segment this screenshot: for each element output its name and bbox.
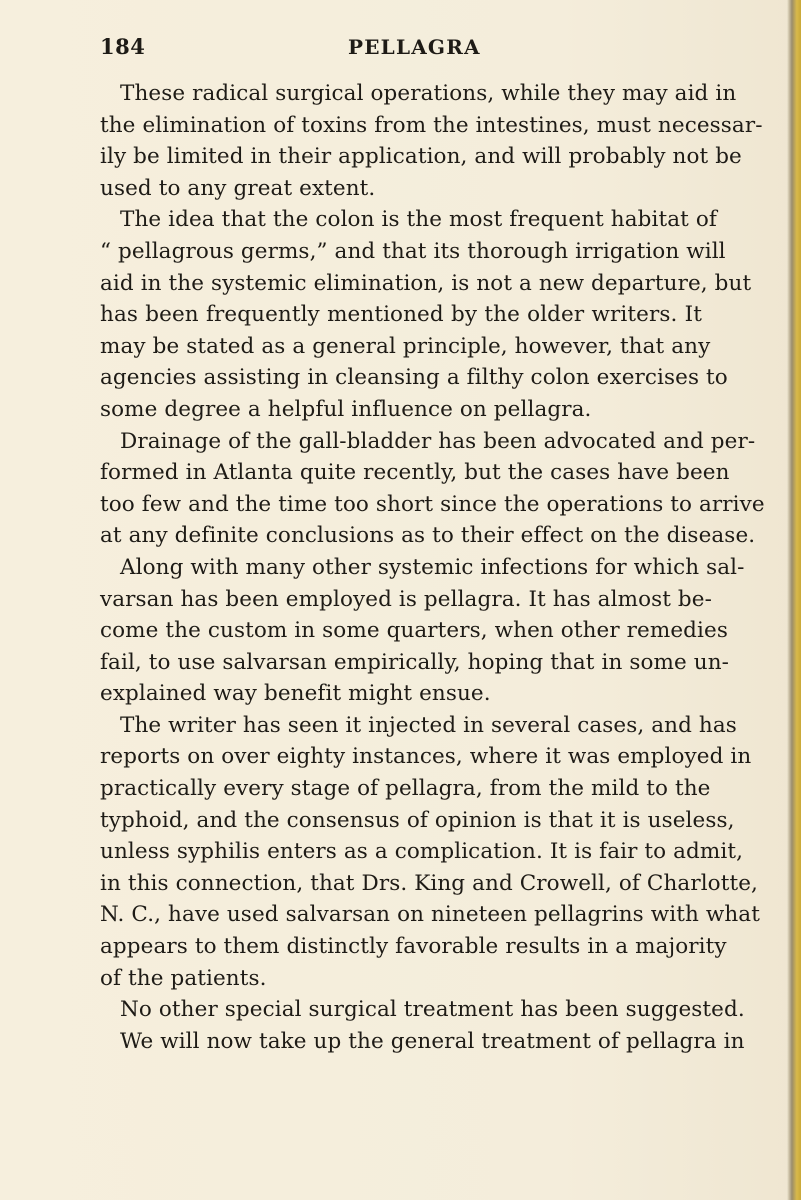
text-line: reports on over eighty instances, where it was employed in [100,744,752,770]
text-line: some degree a helpful influence on pellagra. [100,396,592,422]
text-line: at any definite conclusions as to their effect on the disease. [100,523,756,549]
text-line: We will now take up the general treatment of pellagra in [120,1028,745,1054]
body-text [100,78,765,1057]
text-line: varsan has been employed is pellagra. It has almost be- [100,586,712,612]
text-line: has been frequently mentioned by the older writers. It [100,302,702,328]
text-line: No other special surgical treatment has been suggested. [120,997,745,1023]
page-number: 184 [100,34,146,59]
text-line: explained way benefit might ensue. [100,681,491,707]
text-line: fail, to use salvarsan empirically, hoping that in some un- [100,649,730,675]
page-edge [787,0,801,1200]
text-line: agencies assisting in cleansing a filthy colon exercises to [100,365,728,391]
text-line: Drainage of the gall-bladder has been advocated and per- [120,428,756,454]
text-line: N. C., have used salvarsan on nineteen pellagrins with what [100,902,760,928]
text-line: These radical surgical operations, while they may aid in [120,81,737,106]
text-line: in this connection, that Drs. King and Crowell, of Charlotte, [100,870,758,896]
text-line: “ pellagrous germs,” and that its thorough irrigation will [100,238,726,264]
text-line: The idea that the colon is the most frequent habitat of [120,207,717,233]
text-line: appears to them distinctly favorable results in a majority [100,934,727,960]
text-line: ily be limited in their application, and will probably not be [100,144,742,170]
text-line: unless syphilis enters as a complication. It is fair to admit, [100,839,744,865]
text-line: of the patients. [100,965,267,991]
text-line: The writer has seen it injected in several cases, and has [120,712,737,738]
text-line: practically every stage of pellagra, from the mild to the [100,776,711,802]
text-line: Along with many other systemic infections for which sal- [120,554,745,580]
page-header [98,34,702,64]
text-line: may be stated as a general principle, however, that any [100,333,711,359]
text-line: aid in the systemic elimination, is not a new departure, but [100,270,752,296]
text-line: typhoid, and the consensus of opinion is that it is useless, [100,807,735,833]
text-line: the elimination of toxins from the intestines, must necessar- [100,112,763,138]
text-line: formed in Atlanta quite recently, but the cases have been [100,460,730,486]
text-line: come the custom in some quarters, when other remedies [100,618,728,644]
running-head: PELLAGRA [348,35,481,59]
text-line: too few and the time too short since the operations to arrive [100,491,765,517]
text-line: used to any great extent. [100,175,376,201]
